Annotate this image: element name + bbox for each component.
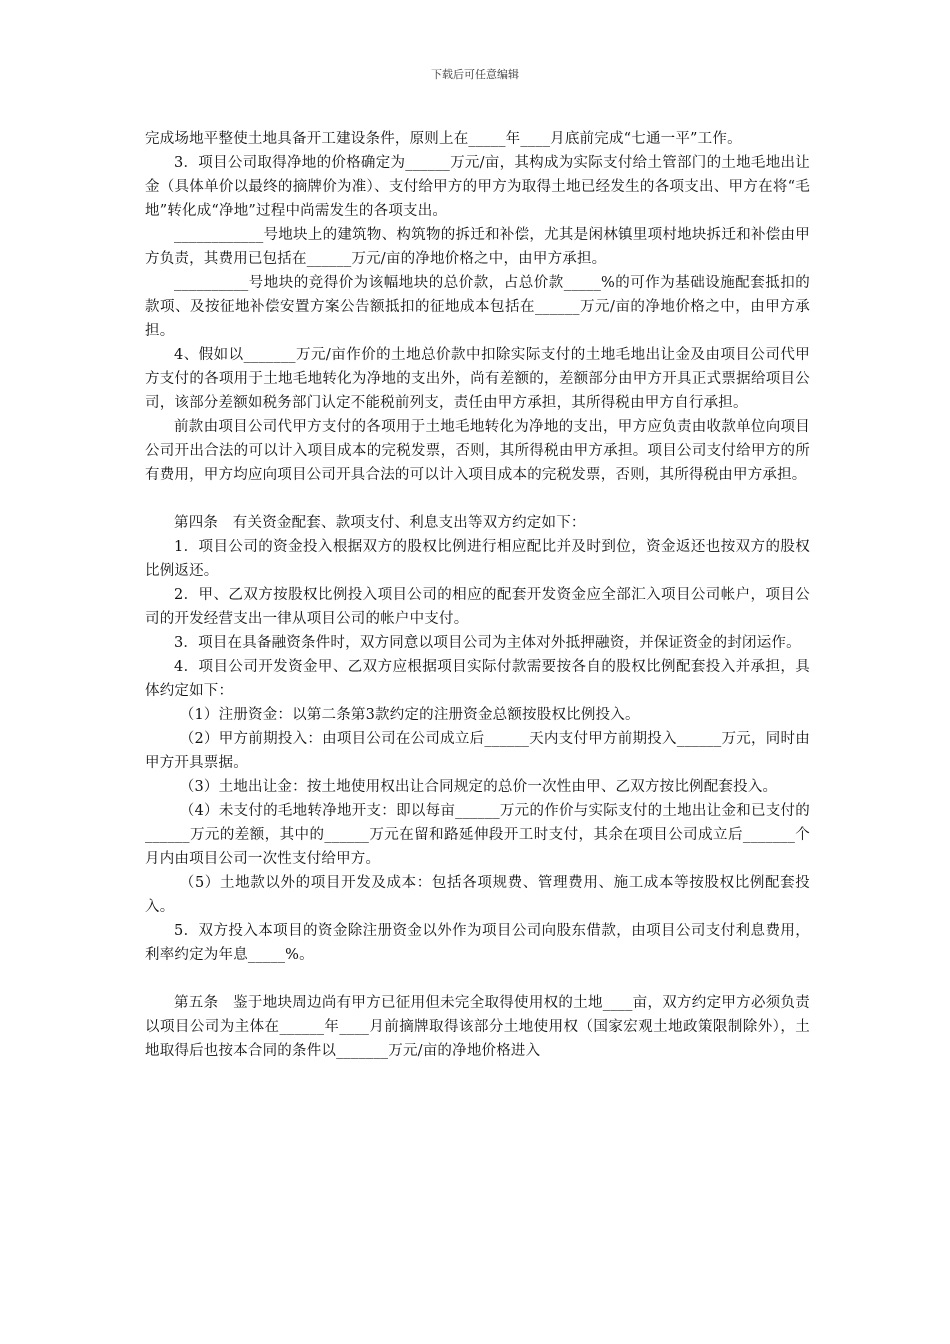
paragraph: 3．项目公司取得净地的价格确定为______万元/亩，其构成为实际支付给土管部门的土地毛地出让金（具体单价以最终的摘牌价为准）、支付给甲方的甲方为取得土地已经发生的各项支出、甲方在将“毛地”转化成“净地”过程中尚需发生的各项支出。: [145, 155, 810, 219]
paragraph: 完成场地平整使土地具备开工建设条件，原则上在_____年____月底前完成“七通一平”工作。: [145, 131, 742, 147]
paragraph: （4）未支付的毛地转净地开支：即以每亩______万元的作价与实际支付的土地出让金和已支付的______万元的差额，其中的______万元在留和路延伸段开工时支付，其余在项目公司成立后_______个月内由项目公司一次性支付给甲方。: [145, 803, 810, 867]
spacer: [145, 487, 810, 511]
paragraph: 5．双方投入本项目的资金除注册资金以外作为项目公司向股东借款，由项目公司支付利息费用，利率约定为年息_____%。: [145, 923, 810, 963]
paragraph: 3．项目在具备融资条件时，双方同意以项目公司为主体对外抵押融资，并保证资金的封闭运作。: [174, 635, 801, 651]
paragraph: （5）土地款以外的项目开发及成本：包括各项规费、管理费用、施工成本等按股权比例配套投入。: [145, 875, 810, 915]
paragraph: 4、假如以_______万元/亩作价的土地总价款中扣除实际支付的土地毛地出让金及由项目公司代甲方支付的各项用于土地毛地转化为净地的支出外，尚有差额的，差额部分由甲方开具正式票据给项目公司，该部分差额如税务部门认定不能税前列支，责任由甲方承担，其所得税由甲方自行承担。: [145, 347, 810, 411]
paragraph: ____________号地块上的建筑物、构筑物的拆迁和补偿，尤其是闲林镇里项村地块拆迁和补偿由甲方负责，其费用已包括在______万元/亩的净地价格之中，由甲方承担。: [145, 227, 810, 267]
paragraph: 前款由项目公司代甲方支付的各项用于土地毛地转化为净地的支出，甲方应负责由收款单位向项目公司开出合法的可以计入项目成本的完税发票，否则，其所得税由甲方承担。项目公司支付给甲方的所有费用，甲方均应向项目公司开具合法的可以计入项目成本的完税发票，否则，其所得税由甲方承担。: [145, 419, 810, 483]
paragraph: （1）注册资金：以第二条第3款约定的注册资金总额按股权比例投入。: [179, 707, 640, 723]
paragraph: 2．甲、乙双方按股权比例投入项目公司的相应的配套开发资金应全部汇入项目公司帐户，项目公司的开发经营支出一律从项目公司的帐户中支付。: [145, 587, 810, 627]
section-heading: 第四条 有关资金配套、款项支付、利息支出等双方约定如下：: [174, 515, 586, 531]
paragraph: 1．项目公司的资金投入根据双方的股权比例进行相应配比并及时到位，资金返还也按双方的股权比例返还。: [145, 539, 810, 579]
paragraph: （3）土地出让金：按土地使用权出让合同规定的总价一次性由甲、乙双方按比例配套投入。: [179, 779, 778, 795]
document-body: [145, 127, 810, 1063]
spacer: [145, 967, 810, 991]
paragraph: __________号地块的竞得价为该幅地块的总价款，占总价款_____%的可作为基础设施配套抵扣的款项、及按征地补偿安置方案公告额抵扣的征地成本包括在______万元/亩的净地价格之中，由甲方承担。: [145, 275, 810, 339]
section-heading: 第五条 鉴于地块周边尚有甲方已征用但未完全取得使用权的土地____亩，双方约定甲方必须负责以项目公司为主体在______年____月前摘牌取得该部分土地使用权（国家宏观土地政策限制除外），土地取得后也按本合同的条件以_______万元/亩的净地价格进入: [145, 995, 810, 1059]
paragraph: （2）甲方前期投入：由项目公司在公司成立后______天内支付甲方前期投入______万元，同时由甲方开具票据。: [145, 731, 810, 771]
paragraph: 4．项目公司开发资金甲、乙双方应根据项目实际付款需要按各自的股权比例配套投入并承担，具体约定如下：: [145, 659, 810, 699]
page-header: 下载后可任意编辑: [431, 68, 519, 81]
